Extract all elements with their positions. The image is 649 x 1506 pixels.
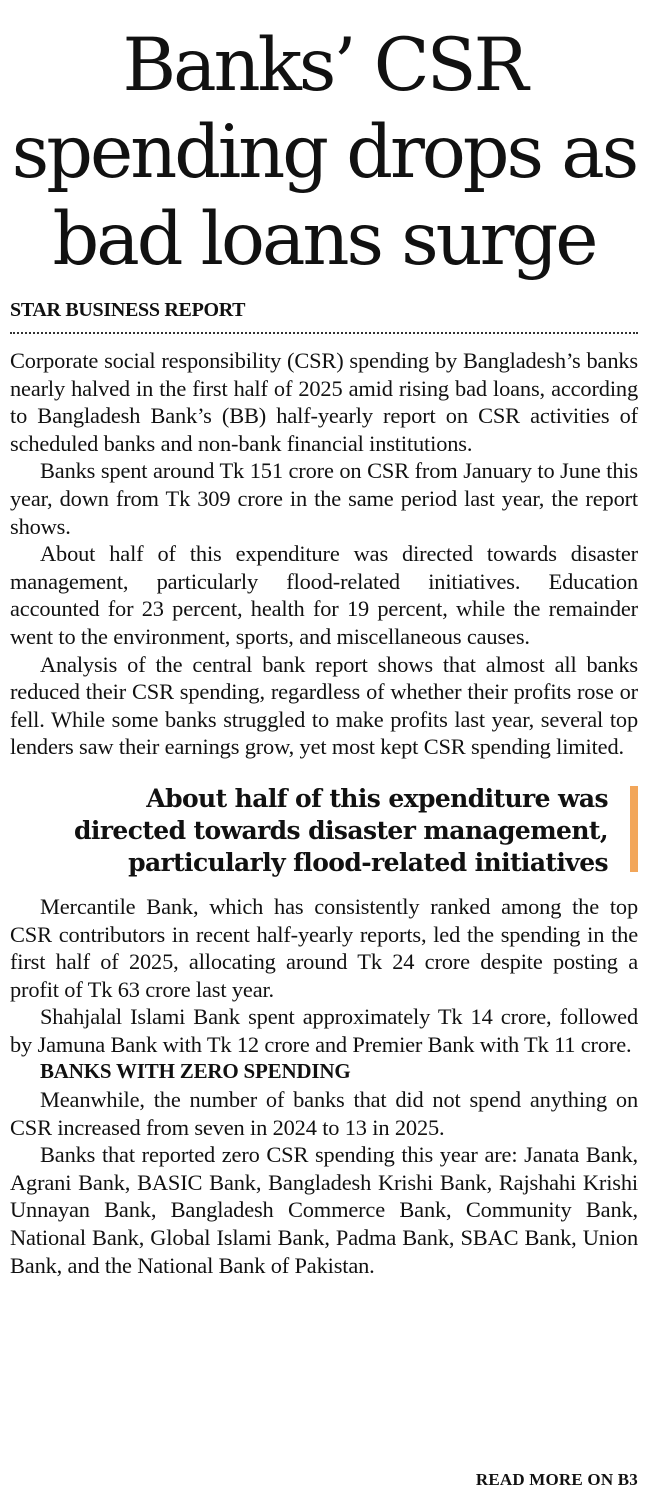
pull-quote-line: directed towards disaster management, (74, 815, 608, 845)
article-body-top (10, 347, 638, 761)
pull-quote-line: particularly flood-related initiatives (128, 847, 608, 877)
paragraph: Analysis of the central bank report shows that almost all banks reduced their CSR spending, regardless of whether their profits rose or fell. While some banks struggled to make profits last year, several top lenders saw their earnings grow, yet most kept CSR spending limited. (10, 651, 638, 760)
paragraph: Shahjalal Islami Bank spent approximately Tk 14 crore, followed by Jamuna Bank with Tk 12 crore and Premier Bank with Tk 11 crore. (10, 1004, 638, 1057)
subhead: BANKS WITH ZERO SPENDING (40, 1059, 351, 1084)
article (10, 22, 638, 1279)
paragraph: About half of this expenditure was directed towards disaster management, particularly flood-related initiatives. Education accounted for 23 percent, health for 19 percent, while the remainder went to the environment, sports, and miscellaneous causes. (10, 541, 638, 649)
paragraph: Banks spent around Tk 151 crore on CSR from January to June this year, down from Tk 309 crore in the same period last year, the report shows. (10, 458, 638, 539)
pull-quote (10, 783, 638, 879)
headline-line: Banks’ CSR (122, 23, 526, 108)
paragraph: Mercantile Bank, which has consistently ranked among the top CSR contributors in recent half-yearly reports, led the spending in the first half of 2025, allocating around Tk 24 crore despite posting a profit of Tk 63 crore last year. (10, 893, 638, 1002)
headline-line: bad loans surge (52, 197, 596, 282)
read-more-link[interactable]: READ MORE ON B3 (475, 1470, 638, 1489)
paragraph: Meanwhile, the number of banks that did not spend anything on CSR increased from seven in 2024 to 13 in 2025. (10, 1087, 638, 1140)
byline: STAR BUSINESS REPORT (10, 298, 638, 334)
headline (10, 22, 638, 283)
paragraph: Banks that reported zero CSR spending this year are: Janata Bank, Agrani Bank, BASIC Bank, Bangladesh Krishi Bank, Rajshahi Krishi Unnayan Bank, Bangladesh Commerce Bank, Community Bank, National Bank, Global Islami Bank, Padma Bank, SBAC Bank, Union Bank, and the National Bank of Pakistan. (10, 1142, 638, 1278)
pull-quote-line: About half of this expenditure was (146, 783, 608, 813)
headline-line: spending drops as (11, 110, 637, 195)
article-body-bottom (10, 893, 638, 1279)
paragraph: Corporate social responsibility (CSR) spending by Bangladesh’s banks nearly halved in the first half of 2025 amid rising bad loans, according to Bangladesh Bank’s (BB) half-yearly report on CSR activities of scheduled banks and non-bank financial institutions. (10, 348, 638, 456)
pull-quote-accent-bar (630, 786, 638, 872)
